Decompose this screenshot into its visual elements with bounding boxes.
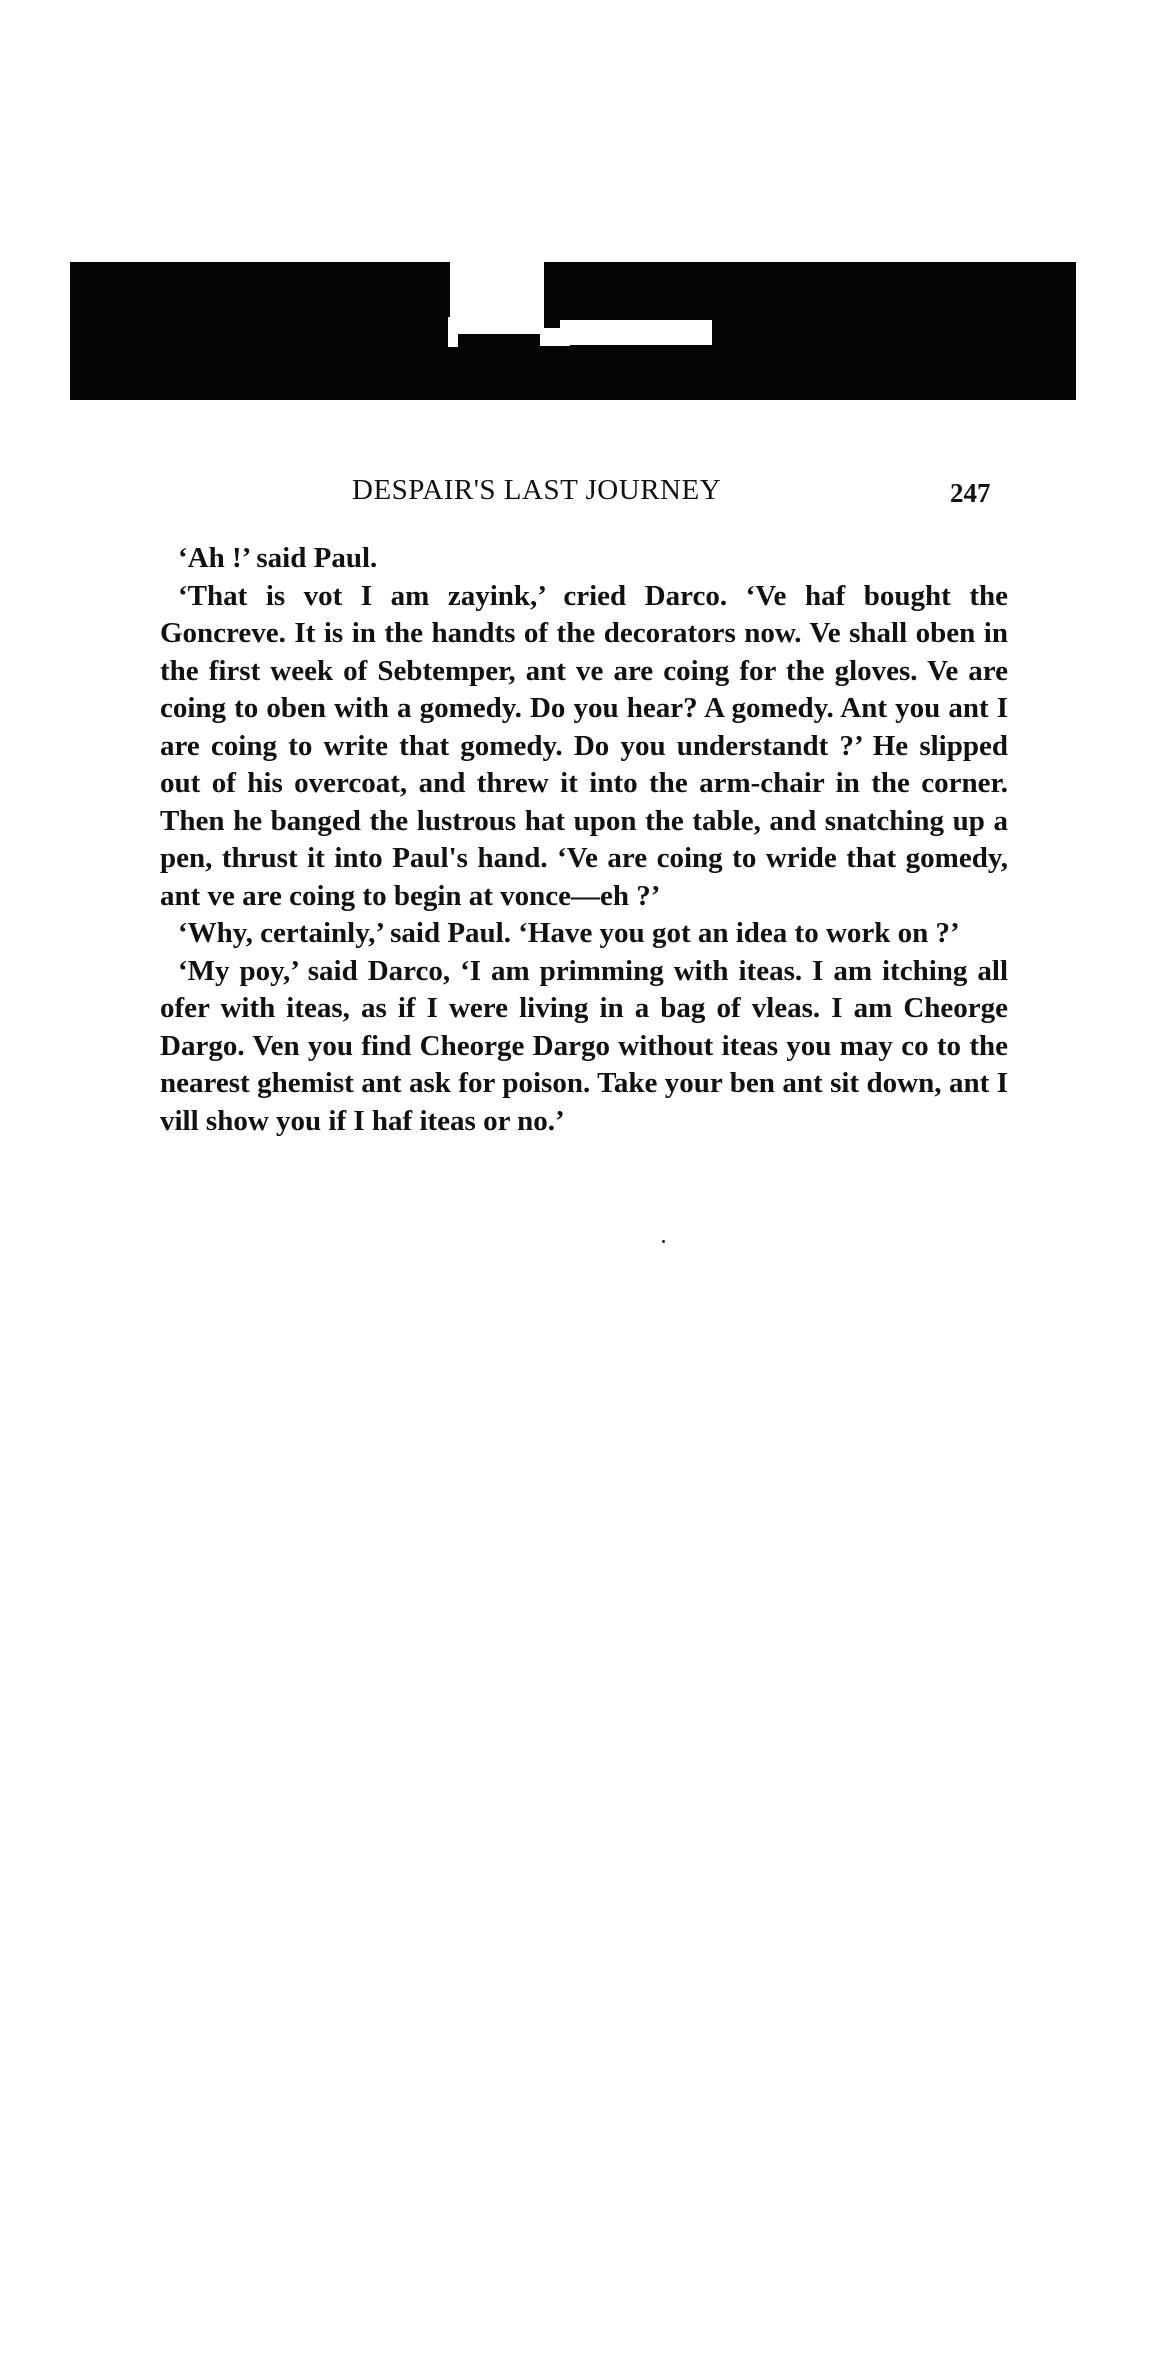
paragraph: ‘My poy,’ said Darco, ‘I am primming with iteas. I am itching all ofer with iteas, as if I were living in a bag of vleas. I am Cheorge Dargo. Ven you find Cheorge Dargo without iteas you may co to the nearest ghemist ant ask for poison. Take your ben ant sit down, ant I vill show you if I haf iteas or no.’ — [160, 954, 1008, 1137]
paragraph: ‘That is vot I am zayink,’ cried Darco. ‘Ve haf bought the Goncreve. It is in the handts of the decorators now. Ve shall oben in the first week of Sebtemper, ant ve are coing for the gloves. Ve are coing to oben with a gomedy. Do you hear? A gomedy. Ant you ant I are coing to write that gomedy. Do you understandt ?’ He slipped out of his overcoat, and threw it into the arm-chair in the corner. Then he banged the lustrous hat upon the table, and snatching up a pen, thrust it into Paul's hand. ‘Ve are coing to wride that gomedy, ant ve are coing to begin at vonce—eh ?’ — [160, 579, 1008, 912]
body-text — [160, 540, 1008, 1140]
scan-artifact — [560, 320, 712, 345]
scan-black-band — [70, 262, 1076, 400]
scan-artifact — [540, 328, 570, 346]
paragraph: ‘Ah !’ said Paul. — [178, 542, 378, 574]
paragraph: ‘Why, certainly,’ said Paul. ‘Have you got an idea to work on ?’ — [178, 917, 960, 949]
running-title: DESPAIR'S LAST JOURNEY — [352, 474, 722, 506]
scan-artifact — [448, 317, 458, 347]
scan-speck — [662, 1240, 665, 1243]
running-head — [0, 474, 1164, 518]
page-number: 247 — [950, 478, 991, 508]
scan-artifact — [450, 262, 544, 334]
